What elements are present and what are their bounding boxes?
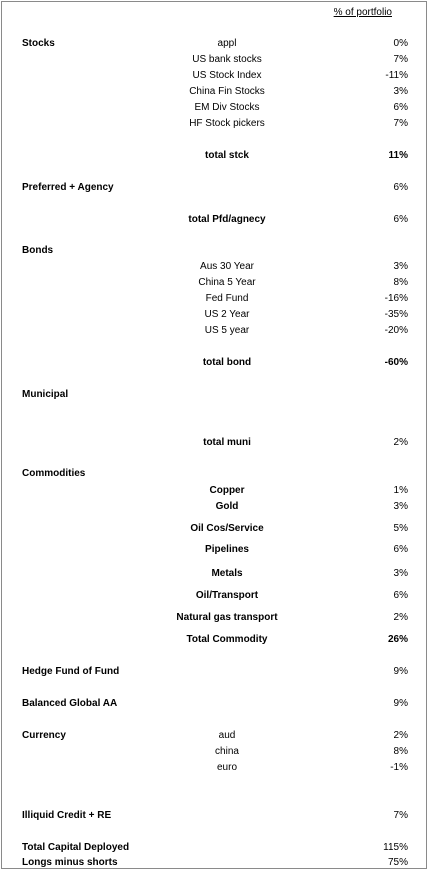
commodity-item-nat-gas: Natural gas transport [176, 612, 278, 623]
commodity-pct-metals: 3% [393, 568, 408, 579]
commodity-pct-oil-cos: 5% [393, 523, 408, 534]
total-bonds-label: total bond [202, 357, 252, 368]
stock-item-em-div: EM Div Stocks [194, 102, 260, 113]
bond-item-china5: China 5 Year [198, 277, 256, 288]
stock-item-hf-pickers: HF Stock pickers [189, 118, 265, 129]
bond-pct-aus30: 3% [393, 261, 408, 272]
total-muni-pct: 2% [393, 437, 408, 448]
total-stocks-label: total stck [205, 150, 249, 161]
total-commodity-pct: 26% [387, 634, 408, 645]
commodity-pct-copper: 1% [393, 485, 408, 496]
stock-pct-us-index: -11% [385, 70, 408, 81]
total-preferred-label: total Pfd/agnecy [188, 214, 266, 225]
bond-item-us2: US 2 Year [204, 309, 250, 320]
category-municipal: Municipal [22, 389, 69, 400]
stock-pct-appl: 0% [393, 38, 408, 49]
stock-item-china-fin: China Fin Stocks [189, 86, 265, 97]
category-hedge-fund: Hedge Fund of Fund [22, 666, 120, 677]
stock-pct-china-fin: 3% [393, 86, 408, 97]
currency-item-euro: euro [216, 762, 237, 773]
commodity-pct-pipelines: 6% [393, 544, 408, 555]
hedge-fund-pct: 9% [393, 666, 408, 677]
illiquid-pct: 7% [393, 810, 408, 821]
category-illiquid: Illiquid Credit + RE [22, 810, 112, 821]
portfolio-sheet [1, 1, 427, 869]
total-stocks-pct: 11% [388, 150, 408, 161]
column-header: % of portfolio [333, 7, 392, 18]
bond-pct-fed-fund: -16% [384, 293, 408, 304]
category-bonds: Bonds [22, 245, 54, 256]
category-preferred: Preferred + Agency [22, 182, 114, 193]
longs-minus-shorts-label: Longs minus shorts [22, 857, 118, 868]
bond-pct-china5: 8% [393, 277, 408, 288]
bond-pct-us5: -20% [384, 325, 408, 336]
stock-pct-em-div: 6% [393, 102, 408, 113]
currency-item-china: china [215, 746, 239, 757]
commodity-item-oil-transport: Oil/Transport [195, 590, 259, 601]
bond-item-fed-fund: Fed Fund [205, 293, 249, 304]
stock-pct-us-bank: 7% [393, 54, 408, 65]
balanced-pct: 9% [393, 698, 408, 709]
commodity-item-pipelines: Pipelines [205, 544, 249, 555]
total-muni-label: total muni [203, 437, 251, 448]
total-capital-label: Total Capital Deployed [22, 842, 130, 853]
total-preferred-pct: 6% [393, 214, 408, 225]
commodity-pct-oil-transport: 6% [393, 590, 408, 601]
bond-item-aus30: Aus 30 Year [200, 261, 254, 272]
bond-pct-us2: -35% [384, 309, 408, 320]
commodity-pct-gold: 3% [393, 501, 408, 512]
stock-item-appl: appl [217, 38, 237, 49]
category-commodities: Commodities [22, 468, 86, 479]
category-stocks: Stocks [22, 38, 55, 49]
total-bonds-pct: -60% [384, 357, 408, 368]
total-commodity-label: Total Commodity [186, 634, 268, 645]
stock-pct-hf-pickers: 7% [393, 118, 408, 129]
currency-pct-china: 8% [393, 746, 408, 757]
currency-item-aud: aud [218, 730, 236, 741]
commodity-item-metals: Metals [211, 568, 243, 579]
preferred-pct: 6% [393, 182, 408, 193]
category-balanced: Balanced Global AA [22, 698, 118, 709]
commodity-item-oil-cos: Oil Cos/Service [190, 523, 264, 534]
category-currency: Currency [22, 730, 66, 741]
stock-item-us-index: US Stock Index [192, 70, 262, 81]
currency-pct-euro: -1% [390, 762, 408, 773]
commodity-item-gold: Gold [215, 501, 239, 512]
longs-minus-shorts-pct: 75% [387, 857, 408, 868]
stock-item-us-bank: US bank stocks [192, 54, 262, 65]
total-capital-pct: 115% [383, 842, 408, 853]
commodity-item-copper: Copper [209, 485, 245, 496]
bond-item-us5: US 5 year [204, 325, 250, 336]
currency-pct-aud: 2% [393, 730, 408, 741]
commodity-pct-nat-gas: 2% [393, 612, 408, 623]
